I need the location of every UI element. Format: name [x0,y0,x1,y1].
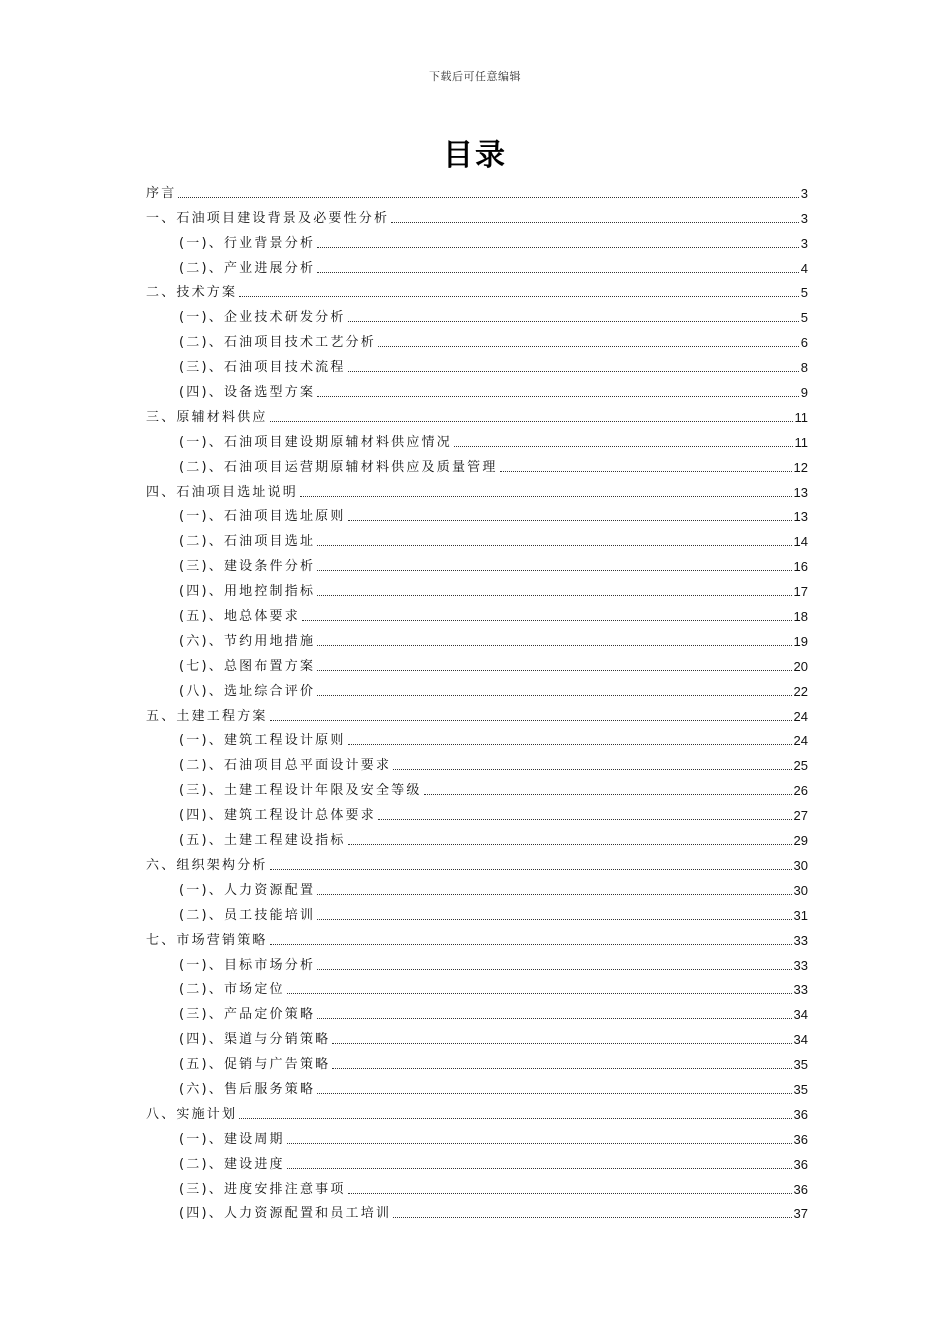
toc-subsection-entry[interactable] [146,824,808,849]
toc-dot-leader [348,1193,792,1194]
toc-entry-label: (四)、渠道与分销策略 [179,1032,331,1048]
toc-page-number: 12 [793,459,808,475]
toc-subsection-entry[interactable] [146,252,808,277]
toc-page-number: 20 [793,658,808,674]
toc-entry-label: (一)、目标市场分析 [179,957,316,973]
toc-page-number: 33 [793,982,808,998]
toc-entry-label: (二)、石油项目技术工艺分析 [179,335,376,351]
toc-dot-leader [300,496,792,497]
toc-entry-label: (一)、建设周期 [179,1131,285,1147]
toc-dot-leader [270,421,793,422]
toc-page-number: 11 [794,409,808,425]
toc-page-number: 30 [793,857,808,873]
toc-section-entry[interactable] [146,202,808,227]
toc-dot-leader [178,197,798,198]
toc-dot-leader [317,969,791,970]
toc-entry-label: (一)、行业背景分析 [179,235,316,251]
toc-subsection-entry[interactable] [146,650,808,675]
toc-entry-label: (三)、土建工程设计年限及安全等级 [179,783,422,799]
toc-page-number: 24 [793,733,808,749]
toc-dot-leader [348,371,799,372]
toc-dot-leader [317,396,799,397]
toc-page-number: 13 [793,509,808,525]
toc-entry-label: (二)、建设进度 [179,1156,285,1172]
toc-dot-leader [454,446,793,447]
toc-page-number: 8 [800,360,808,376]
toc-dot-leader [317,272,799,273]
toc-subsection-entry[interactable] [146,1073,808,1098]
toc-page-number: 25 [793,758,808,774]
toc-page-number: 37 [793,1206,808,1222]
toc-page-number: 4 [800,260,808,276]
toc-dot-leader [393,769,791,770]
toc-entry-label: (五)、促销与广告策略 [179,1057,331,1073]
toc-entry-label: 三、原辅材料供应 [146,409,268,425]
toc-dot-leader [393,1217,791,1218]
toc-dot-leader [317,919,791,920]
toc-entry-label: 五、土建工程方案 [146,708,268,724]
toc-page-number: 31 [793,907,808,923]
toc-dot-leader [317,247,799,248]
toc-entry-label: (二)、石油项目运营期原辅材料供应及质量管理 [179,459,498,475]
toc-page-number: 33 [793,932,808,948]
toc-page-number: 19 [793,633,808,649]
toc-subsection-entry[interactable] [146,1173,808,1198]
toc-entry-label: 二、技术方案 [146,285,238,301]
toc-page-number: 3 [800,235,808,251]
toc-subsection-entry[interactable] [146,351,808,376]
toc-entry-label: (八)、选址综合评价 [179,683,316,699]
toc-dot-leader [424,794,792,795]
toc-entry-label: (四)、建筑工程设计总体要求 [179,808,376,824]
toc-dot-leader [287,1168,792,1169]
toc-subsection-entry[interactable] [146,998,808,1023]
toc-entry-label: (六)、售后服务策略 [179,1081,316,1097]
toc-dot-leader [270,944,792,945]
toc-entry-label: 八、实施计划 [146,1106,238,1122]
toc-entry-label: (三)、产品定价策略 [179,1007,316,1023]
toc-page-number: 3 [800,185,808,201]
toc-section-entry[interactable] [146,849,808,874]
toc-entry-label: 六、组织架构分析 [146,857,268,873]
toc-section-entry[interactable] [146,924,808,949]
toc-subsection-entry[interactable] [146,874,808,899]
toc-subsection-entry[interactable] [146,1023,808,1048]
toc-dot-leader [332,1043,791,1044]
toc-entry-label: (一)、人力资源配置 [179,882,316,898]
toc-entry-label: (二)、市场定位 [179,982,285,998]
toc-page-number: 27 [793,808,808,824]
toc-subsection-entry[interactable] [146,451,808,476]
toc-dot-leader [317,1018,791,1019]
toc-page-number: 13 [793,484,808,500]
toc-dot-leader [317,894,791,895]
toc-entry-label: (六)、节约用地措施 [179,633,316,649]
toc-page-number: 16 [793,559,808,575]
toc-entry-label: 一、石油项目建设背景及必要性分析 [146,210,390,226]
toc-title: 目录 [443,138,507,173]
toc-section-entry[interactable] [146,700,808,725]
toc-subsection-entry[interactable] [146,774,808,799]
toc-dot-leader [317,1093,791,1094]
toc-page-number: 5 [800,310,808,326]
toc-entry-label: (一)、石油项目建设期原辅材料供应情况 [179,434,452,450]
toc-entry-label: 序言 [146,185,177,201]
toc-dot-leader [500,471,792,472]
toc-page-number: 24 [793,708,808,724]
toc-subsection-entry[interactable] [146,899,808,924]
toc-subsection-entry[interactable] [146,974,808,999]
toc-dot-leader [348,844,792,845]
toc-subsection-entry[interactable] [146,550,808,575]
toc-dot-leader [239,1118,791,1119]
toc-subsection-entry[interactable] [146,575,808,600]
toc-entry-label: (二)、石油项目总平面设计要求 [179,758,392,774]
toc-page-number: 36 [793,1156,808,1172]
toc-entry-label: (三)、进度安排注意事项 [179,1181,346,1197]
toc-dot-leader [287,1143,792,1144]
toc-dot-leader [348,744,792,745]
toc-section-entry[interactable] [146,177,808,202]
toc-subsection-entry[interactable] [146,1148,808,1173]
toc-subsection-entry[interactable] [146,799,808,824]
toc-subsection-entry[interactable] [146,301,808,326]
toc-dot-leader [348,520,792,521]
toc-entry-label: (四)、人力资源配置和员工培训 [179,1206,392,1222]
toc-subsection-entry[interactable] [146,1198,808,1223]
toc-page-number: 36 [793,1131,808,1147]
toc-subsection-entry[interactable] [146,1048,808,1073]
toc-subsection-entry[interactable] [146,376,808,401]
toc-page-number: 36 [793,1181,808,1197]
toc-entry-label: (四)、设备选型方案 [179,385,316,401]
toc-entry-label: (五)、地总体要求 [179,609,300,625]
toc-page-number: 26 [793,783,808,799]
toc-dot-leader [239,296,799,297]
toc-dot-leader [302,620,792,621]
toc-subsection-entry[interactable] [146,625,808,650]
toc-dot-leader [317,545,791,546]
toc-page-number: 9 [800,385,808,401]
toc-page-number: 11 [794,434,808,450]
toc-subsection-entry[interactable] [146,749,808,774]
toc-dot-leader [287,993,792,994]
toc-entry-label: 七、市场营销策略 [146,932,268,948]
toc-dot-leader [317,645,791,646]
page-header-note: 下载后可任意编辑 [429,70,521,83]
toc-page-number: 35 [793,1057,808,1073]
toc-dot-leader [378,819,792,820]
toc-page-number: 5 [800,285,808,301]
toc-subsection-entry[interactable] [146,326,808,351]
toc-subsection-entry[interactable] [146,949,808,974]
toc-entry-label: 四、石油项目选址说明 [146,484,299,500]
toc-entry-label: (一)、石油项目选址原则 [179,509,346,525]
toc-dot-leader [378,346,799,347]
toc-dot-leader [348,321,799,322]
toc-section-entry[interactable] [146,401,808,426]
toc-subsection-entry[interactable] [146,227,808,252]
toc-entry-label: (一)、企业技术研发分析 [179,310,346,326]
toc-subsection-entry[interactable] [146,501,808,526]
toc-dot-leader [270,720,792,721]
toc-entry-label: (二)、产业进展分析 [179,260,316,276]
toc-dot-leader [317,570,791,571]
toc-page-number: 33 [793,957,808,973]
toc-page-number: 22 [793,683,808,699]
toc-dot-leader [332,1068,791,1069]
toc-entry-label: (一)、建筑工程设计原则 [179,733,346,749]
toc-dot-leader [317,670,791,671]
toc-page-number: 18 [793,609,808,625]
toc-subsection-entry[interactable] [146,675,808,700]
toc-subsection-entry[interactable] [146,426,808,451]
toc-page-number: 3 [800,210,808,226]
toc-dot-leader [317,695,791,696]
toc-page-number: 34 [793,1007,808,1023]
toc-entry-label: (二)、员工技能培训 [179,907,316,923]
toc-page-number: 6 [800,335,808,351]
toc-entry-label: (七)、总图布置方案 [179,658,316,674]
table-of-contents [146,177,808,1222]
toc-subsection-entry[interactable] [146,525,808,550]
toc-section-entry[interactable] [146,277,808,302]
toc-dot-leader [270,869,792,870]
toc-dot-leader [391,222,799,223]
toc-page-number: 14 [793,534,808,550]
toc-page-number: 34 [793,1032,808,1048]
toc-section-entry[interactable] [146,1098,808,1123]
toc-page-number: 35 [793,1081,808,1097]
toc-page-number: 17 [793,584,808,600]
toc-entry-label: (三)、建设条件分析 [179,559,316,575]
toc-entry-label: (四)、用地控制指标 [179,584,316,600]
toc-subsection-entry[interactable] [146,600,808,625]
toc-page-number: 30 [793,882,808,898]
toc-section-entry[interactable] [146,476,808,501]
toc-page-number: 29 [793,833,808,849]
toc-entry-label: (五)、土建工程建设指标 [179,833,346,849]
toc-entry-label: (二)、石油项目选址 [179,534,316,550]
toc-entry-label: (三)、石油项目技术流程 [179,360,346,376]
toc-page-number: 36 [793,1106,808,1122]
toc-subsection-entry[interactable] [146,1123,808,1148]
toc-dot-leader [317,595,791,596]
toc-subsection-entry[interactable] [146,725,808,750]
